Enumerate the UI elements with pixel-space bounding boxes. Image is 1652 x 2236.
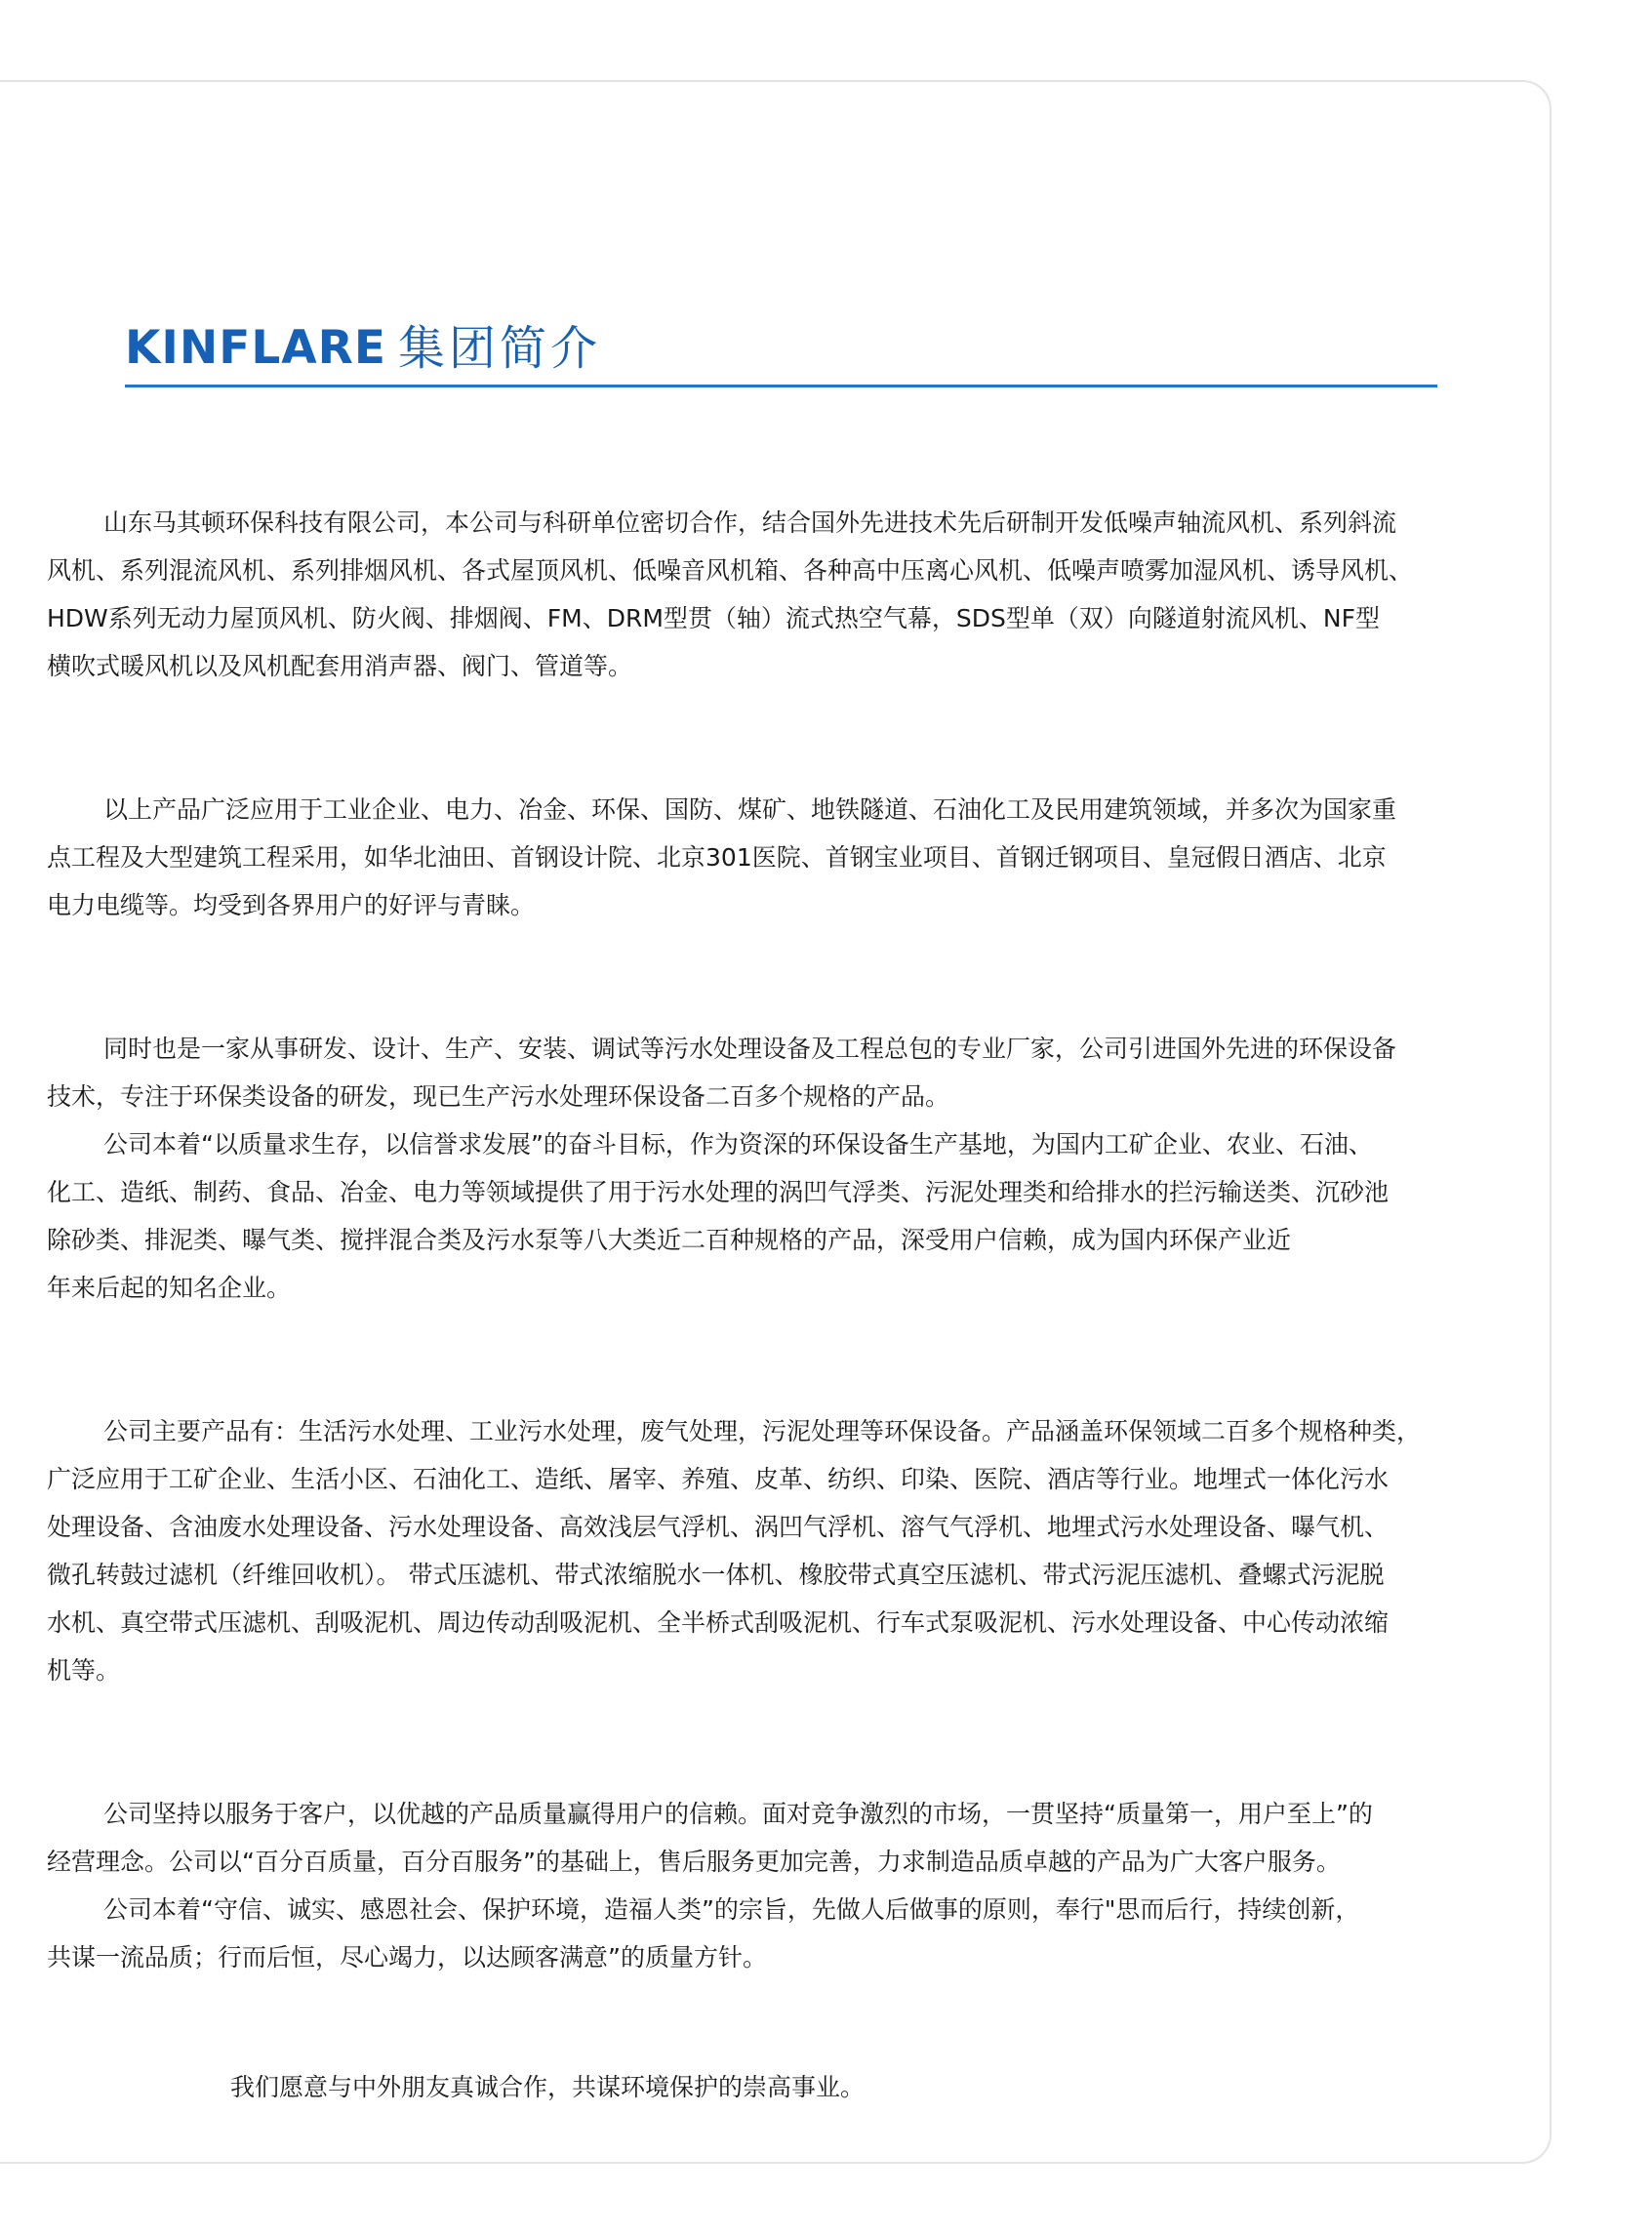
- text-line: 微孔转鼓过滤机（纤维回收机）。 带式压滤机、带式浓缩脱水一体机、橡胶带式真空压滤机、带式污泥压滤机、叠螺式污泥脱: [47, 1561, 1385, 1589]
- products-paragraph: [47, 1407, 1559, 1694]
- applications-paragraph: [47, 786, 1559, 929]
- text-line: 机等。: [47, 1656, 121, 1685]
- text-line: 点工程及大型建筑工程采用，如华北油田、首钢设计院、北京301医院、首钢宝业项目、首钢迁钢项目、皇冠假日酒店、北京: [47, 843, 1387, 872]
- text-line: 风机、系列混流风机、系列排烟风机、各式屋顶风机、低噪音风机箱、各种高中压离心风机、低噪声喷雾加湿风机、诱导风机、: [47, 556, 1414, 585]
- intro-paragraph: [47, 499, 1559, 690]
- text-line: HDW系列无动力屋顶风机、防火阀、排烟阀、FM、DRM型贯（轴）流式热空气幕，SDS型单（双）向隧道射流风机、NF型: [47, 604, 1380, 632]
- text-line: 技术，专注于环保类设备的研发，现已生产污水处理环保设备二百多个规格的产品。: [47, 1082, 950, 1111]
- business-paragraph: [47, 1025, 1559, 1312]
- section-heading: [125, 310, 601, 379]
- text-line: 电力电缆等。均受到各界用户的好评与青睐。: [47, 891, 536, 919]
- text-line: 山东马其顿环保科技有限公司，本公司与科研单位密切合作，结合国外先进技术先后研制开发低噪声轴流风机、系列斜流: [103, 508, 1397, 537]
- text-line: 公司本着“以质量求生存，以信誉求发展”的奋斗目标，作为资深的环保设备生产基地，为国内工矿企业、农业、石油、: [103, 1130, 1373, 1159]
- text-line: 共谋一流品质；行而后恒，尽心竭力，以达顾客满意”的质量方针。: [47, 1943, 767, 1972]
- closing-statement: 我们愿意与中外朋友真诚合作，共谋环境保护的崇高事业。: [230, 2073, 866, 2101]
- text-line: 年来后起的知名企业。: [47, 1274, 292, 1302]
- text-line: 同时也是一家从事研发、设计、生产、安装、调试等污水处理设备及工程总包的专业厂家，公司引进国外先进的环保设备: [103, 1035, 1397, 1063]
- philosophy-paragraph: [47, 1790, 1559, 1981]
- text-line: 横吹式暖风机以及风机配套用消声器、阀门、管道等。: [47, 652, 633, 680]
- heading-divider: [125, 385, 1437, 387]
- text-line: 除砂类、排泥类、曝气类、搅拌混合类及污水泵等八大类近二百种规格的产品，深受用户信赖，成为国内环保产业近: [47, 1226, 1292, 1254]
- text-line: 广泛应用于工矿企业、生活小区、石油化工、造纸、屠宰、养殖、皮革、纺织、印染、医院、酒店等行业。地埋式一体化污水: [47, 1465, 1390, 1493]
- text-line: 公司坚持以服务于客户，以优越的产品质量赢得用户的信赖。面对竞争激烈的市场，一贯坚持“质量第一，用户至上”的: [103, 1800, 1373, 1828]
- page-title: 集团简介: [397, 321, 601, 376]
- text-line: 化工、造纸、制药、食品、冶金、电力等领域提供了用于污水处理的涡凹气浮类、污泥处理类和给排水的拦污输送类、沉砂池: [47, 1178, 1390, 1206]
- text-line: 水机、真空带式压滤机、刮吸泥机、周边传动刮吸泥机、全半桥式刮吸泥机、行车式泵吸泥机、污水处理设备、中心传动浓缩: [47, 1608, 1390, 1637]
- brand-logo-text: KINFLARE: [125, 321, 386, 375]
- text-line: 公司主要产品有：生活污水处理、工业污水处理，废气处理，污泥处理等环保设备。产品涵盖环保领域二百多个规格种类，: [103, 1417, 1422, 1445]
- text-line: 经营理念。公司以“百分百质量，百分百服务”的基础上，售后服务更加完善，力求制造品质卓越的产品为广大客户服务。: [47, 1848, 1341, 1876]
- text-line: 公司本着“守信、诚实、感恩社会、保护环境，造福人类”的宗旨，先做人后做事的原则，奉行"思而后行，持续创新，: [103, 1895, 1360, 1924]
- text-line: 以上产品广泛应用于工业企业、电力、冶金、环保、国防、煤矿、地铁隧道、石油化工及民用建筑领域，并多次为国家重: [103, 795, 1397, 824]
- text-line: 处理设备、含油废水处理设备、污水处理设备、高效浅层气浮机、涡凹气浮机、溶气气浮机、地埋式污水处理设备、曝气机、: [47, 1513, 1390, 1541]
